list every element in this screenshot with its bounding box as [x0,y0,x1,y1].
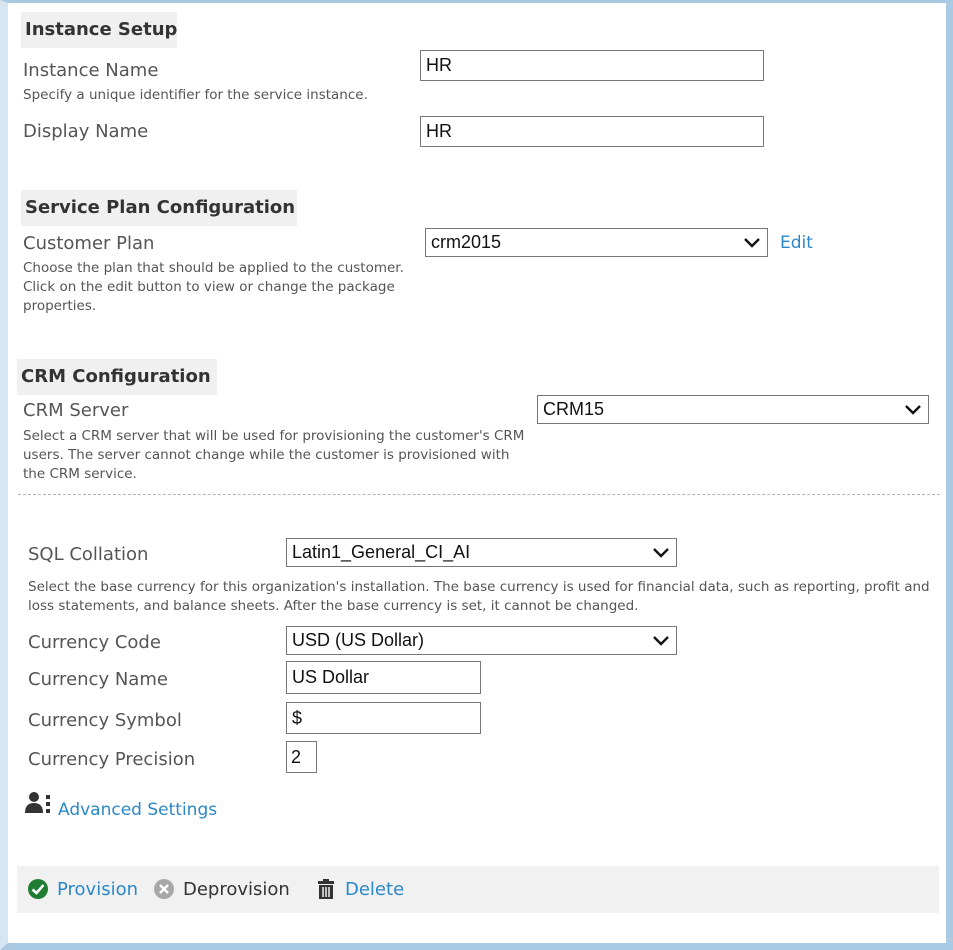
currency-precision-input[interactable] [286,741,317,773]
currency-code-label: Currency Code [28,632,161,653]
advanced-settings-link[interactable]: Advanced Settings [58,800,218,820]
delete-label: Delete [345,878,405,900]
customer-plan-select[interactable] [425,228,768,257]
sql-collation-label: SQL Collation [28,544,149,565]
customer-plan-label: Customer Plan [23,233,155,254]
section-divider [18,494,940,495]
customer-plan-description: Choose the plan that should be applied to the customer. Click on the edit button to view or change the package properties. [23,260,404,314]
currency-symbol-input[interactable] [286,702,481,734]
cancel-circle-icon [153,878,175,900]
currency-precision-label: Currency Precision [28,749,196,770]
display-name-label: Display Name [23,121,149,142]
deprovision-button[interactable] [153,878,290,900]
trash-icon [315,878,337,900]
currency-code-selected: USD (US Dollar) [292,630,425,650]
chevron-down-icon [904,404,922,415]
deprovision-label: Deprovision [183,878,290,900]
crm-server-label: CRM Server [23,400,129,421]
check-circle-icon [27,878,49,900]
edit-plan-link[interactable]: Edit [780,233,813,253]
crm-server-description: Select a CRM server that will be used for provisioning the customer's CRM users. The server cannot change while the customer is provisioned with the CRM service. [23,428,525,482]
chevron-down-icon [652,547,670,558]
users-settings-icon [24,791,54,819]
instance-name-input[interactable] [420,50,764,81]
crm-server-select[interactable] [537,395,929,424]
provision-button[interactable] [27,878,138,900]
display-name-input[interactable] [420,116,764,147]
chevron-down-icon [652,635,670,646]
customer-plan-selected: crm2015 [431,232,502,252]
sql-collation-select[interactable] [286,538,677,567]
section-header-instance-setup: Instance Setup [21,12,177,48]
delete-button[interactable] [315,878,404,900]
crm-server-selected: CRM15 [543,399,605,419]
section-header-service-plan: Service Plan Configuration [21,190,297,226]
currency-name-input[interactable] [286,661,481,694]
instance-name-label: Instance Name [23,60,159,81]
sql-collation-selected: Latin1_General_CI_AI [292,542,471,562]
currency-name-label: Currency Name [28,669,168,690]
currency-symbol-label: Currency Symbol [28,710,182,731]
provision-label: Provision [57,878,139,900]
instance-name-description: Specify a unique identifier for the service instance. [23,87,368,103]
currency-description: Select the base currency for this organization's installation. The base currency is used for financial data, such as reporting, profit and loss statements, and balance sheets. After the base currency is set, it cannot be changed. [28,579,930,614]
currency-code-select[interactable] [286,626,677,655]
chevron-down-icon [743,237,761,248]
section-header-crm-configuration: CRM Configuration [17,359,217,395]
